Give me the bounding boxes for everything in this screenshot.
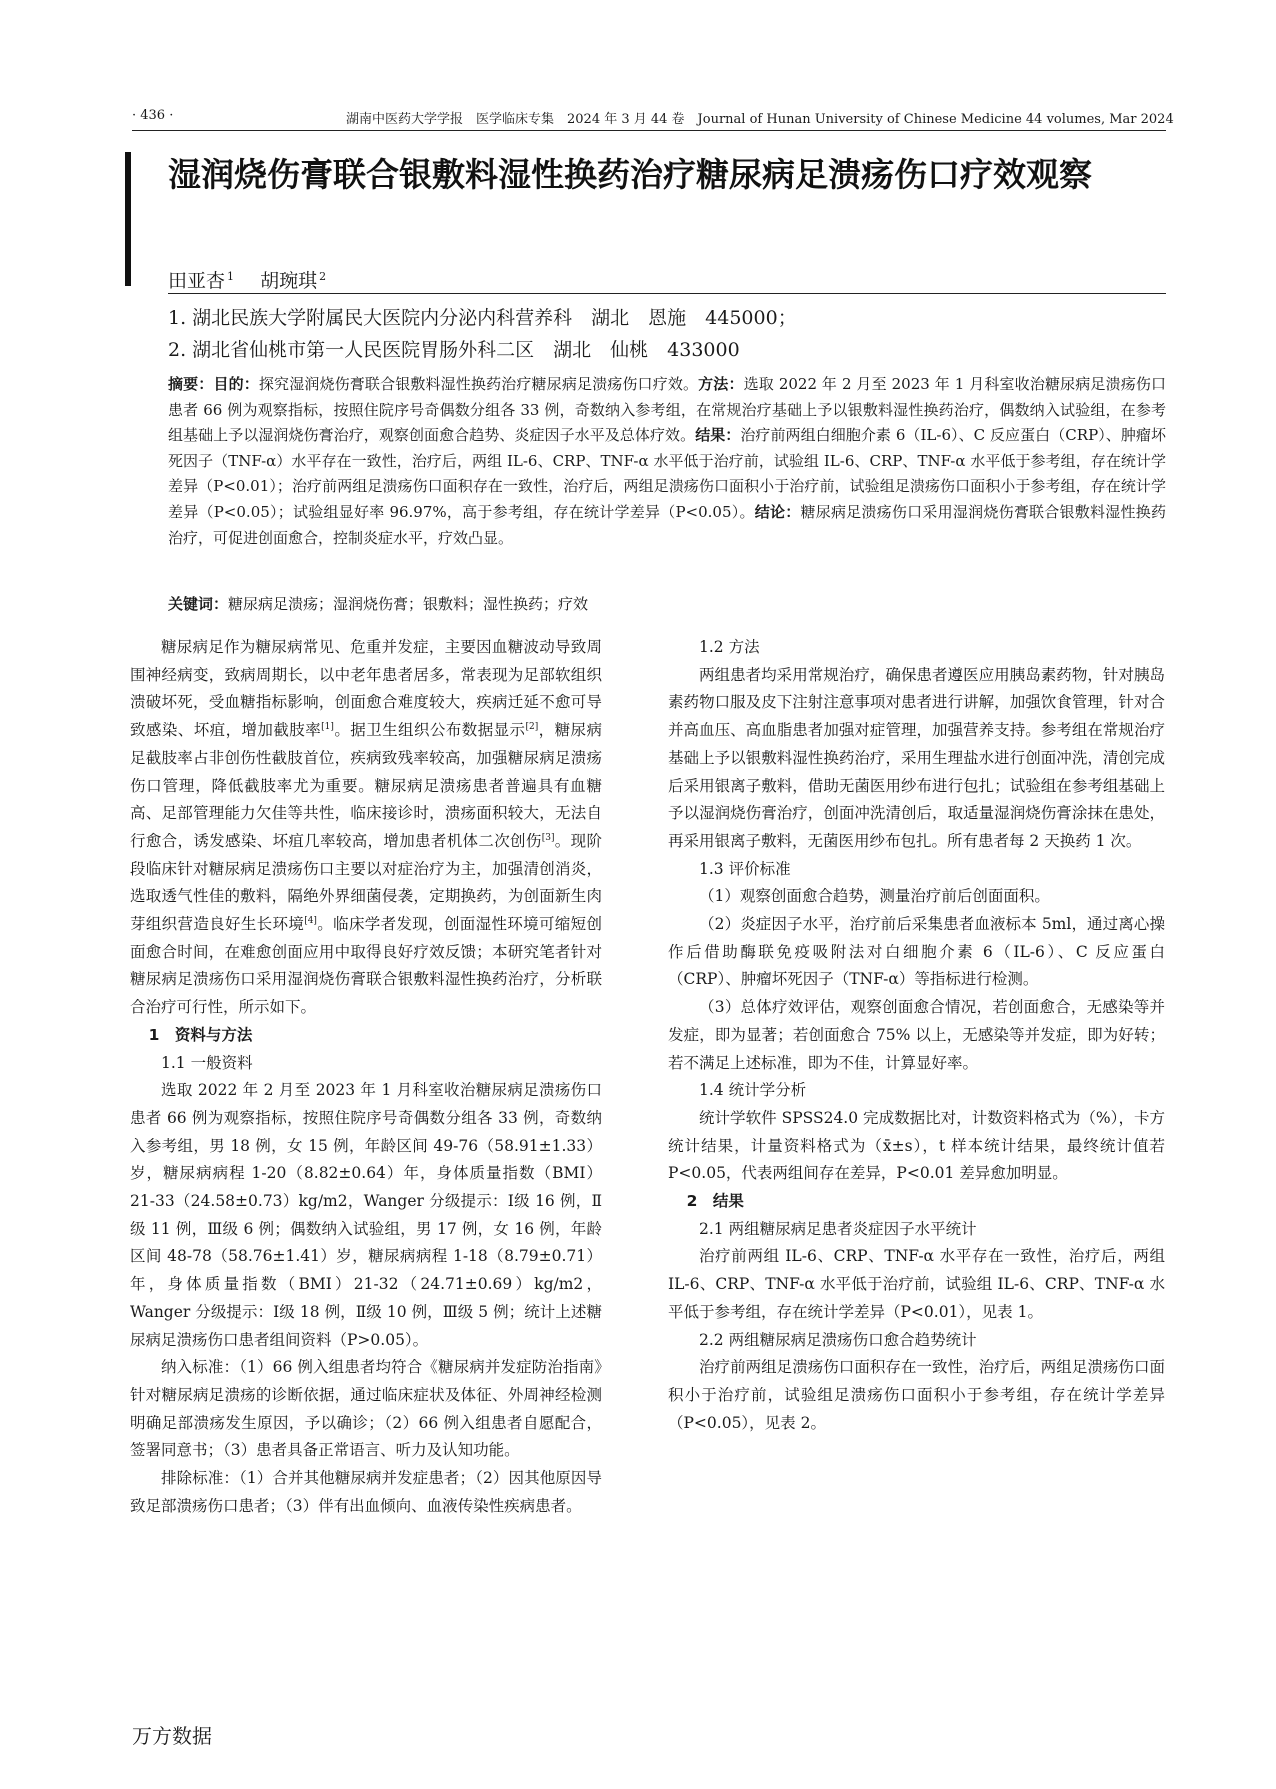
article-title: 湿润烧伤膏联合银敷料湿性换药治疗糖尿病足溃疡伤口疗效观察 — [168, 155, 1092, 194]
author-name: 田亚杏 — [168, 270, 226, 292]
objective-text: 探究湿润烧伤膏联合银敷料湿性换药治疗糖尿病足溃疡伤口疗效。 — [258, 375, 699, 393]
keywords — [168, 592, 1166, 616]
author-mark: 1 — [227, 269, 235, 283]
affiliation: 2. 湖北省仙桃市第一人民医院胃肠外科二区 湖北 仙桃 433000 — [168, 339, 740, 361]
citation-ref[interactable]: [1] — [321, 721, 334, 732]
subsection-heading: 2.2 两组糖尿病足溃疡伤口愈合趋势统计 — [699, 1330, 977, 1349]
eval-paragraph: （3）总体疗效评估，观察创面愈合情况，若创面愈合，无感染等并发症，即为显著；若创面愈合 75% 以上，无感染等并发症，即为好转；若不满足上述标准，即为不佳，计算显好率。 — [668, 998, 1165, 1072]
left-column — [130, 634, 602, 1521]
result-paragraph: 治疗前两组足溃疡伤口面积存在一致性，治疗后，两组足溃疡伤口面积小于治疗前，试验组足溃疡伤口面积小于参考组，存在统计学差异（P<0.05），见表 2。 — [668, 1358, 1165, 1432]
section-heading: 1 资料与方法 — [148, 1025, 253, 1044]
result-paragraph: 治疗前两组 IL-6、CRP、TNF-α 水平存在一致性，治疗后，两组 IL-6、CRP、TNF-α 水平低于治疗前，试验组 IL-6、CRP、TNF-α 水平低于参考组，存在统计学差异（P<0.01），见表 1。 — [668, 1247, 1165, 1321]
intro-text: 糖尿病足作为糖尿病常见、危重并发症，主要因血糖波动导致周围神经病变，致病周期长，以中老年患者居多，常表现为足部软组织溃破坏死，受血糖指标影响，创面愈合难度较大，疾病迁延不愈可导致感染、坏疽，增加截肢率 — [130, 638, 602, 740]
author-list — [168, 266, 326, 293]
citation-ref[interactable]: [4] — [304, 915, 317, 926]
exclusion-paragraph: 排除标准：（1）合并其他糖尿病并发症患者；（2）因其他原因导致足部溃疡伤口患者；（3）伴有出血倾向、血液传染性疾病患者。 — [130, 1469, 602, 1515]
inclusion-paragraph: 纳入标准：（1）66 例入组患者均符合《糖尿病并发症防治指南》针对糖尿病足溃疡的诊断依据，通过临床症状及体征、外周神经检测明确足部溃疡发生原因，予以确诊；（2）66 例入组患者自愿配合，签署同意书；（3）患者具备正常语言、听力及认知功能。 — [130, 1358, 602, 1460]
intro-paragraph — [130, 634, 602, 1022]
journal-header: 湖南中医药大学学报 医学临床专集 2024 年 3 月 44 卷 Journal of Hunan University of Chinese Medicine 44 volumes, Mar 2024 — [346, 112, 1174, 127]
eval-paragraph: （2）炎症因子水平，治疗前后采集患者血液标本 5ml，通过离心操作后借助酶联免疫吸附法对白细胞介素 6（IL-6）、C 反应蛋白（CRP）、肿瘤坏死因子（TNF-α）等指标进行检测。 — [668, 915, 1165, 989]
keywords-label: 关键词： — [168, 595, 229, 613]
objective-label: 目的： — [213, 375, 259, 393]
watermark-text: 万方数据 — [132, 1724, 212, 1748]
conclusion-text: 糖尿病足溃疡伤口采用湿润烧伤膏联合银敷料湿性换药治疗，可促进创面愈合，控制炎症水平，疗效凸显。 — [168, 502, 1166, 547]
abstract-label: 摘要： — [168, 375, 214, 393]
section-heading: 2 结果 — [686, 1192, 744, 1211]
subsection-heading: 1.4 统计学分析 — [699, 1081, 807, 1100]
subsection-heading: 2.1 两组糖尿病足患者炎症因子水平统计 — [699, 1219, 977, 1238]
author-mark: 2 — [319, 269, 327, 283]
intro-text: 。临床学者发现，创面湿性环境可缩短创面愈合时间，在难愈创面应用中取得良好疗效反馈；本研究笔者针对糖尿病足溃疡伤口采用湿润烧伤膏联合银敷料湿性换药治疗，分析联合治疗可行性，所示如下。 — [130, 915, 602, 1017]
intro-text: 。据卫生组织公布数据显示 — [333, 721, 526, 740]
right-column — [668, 634, 1165, 1437]
results-label: 结果： — [695, 426, 741, 445]
general-data-paragraph: 选取 2022 年 2 月至 2023 年 1 月科室收治糖尿病足溃疡伤口患者 66 例为观察指标，按照住院序号奇偶数分组各 33 例，奇数纳入参考组，男 18 例，女 15 例，年龄区间 49-76（58.91±1.33）岁，糖尿病病程 1-20（8.82±0.64）年，身体质量指数（BMI）21-33（24.58±0.73）kg/m2，Wanger 分级提示：Ⅰ级 16 例，Ⅱ级 11 例，Ⅲ级 6 例；偶数纳入试验组，男 17 例，女 16 例，年龄区间 48-78（58.76±1.41）岁，糖尿病病程 1-18（8.79±0.71）年，身体质量指数（BMI）21-32（24.71±0.69）kg/m2，Wanger 分级提示：Ⅰ级 18 例，Ⅱ级 10 例，Ⅲ级 5 例；统计上述糖尿病足溃疡伤口患者组间资料（P>0.05）。 — [130, 1081, 602, 1349]
page-number: · 436 · — [132, 108, 174, 123]
intro-text: ，糖尿病足截肢率占非创伤性截肢首位，疾病致残率较高，加强糖尿病足溃疡伤口管理，降低截肢率尤为重要。糖尿病足溃疡患者普遍具有血糖高、足部管理能力欠佳等共性，临床接诊时，溃疡面积较大，无法自行愈合，诱发感染、坏疽几率较高，增加患者机体二次创伤 — [130, 721, 602, 850]
subsection-heading: 1.2 方法 — [699, 638, 760, 656]
results-text: 治疗前两组白细胞介素 6（IL-6）、C 反应蛋白（CRP）、肿瘤坏死因子（TNF-α）水平存在一致性，治疗后，两组 IL-6、CRP、TNF-α 水平低于治疗前，试验组 IL-6、CRP、TNF-α 水平低于参考组，存在统计学差异（P<0.01）；治疗前两组足溃疡伤口面积存在一致性，治疗后，两组足溃疡伤口面积小于治疗前，试验组足溃疡伤口面积小于参考组，存在统计学差异（P<0.05）；试验组显好率 96.97%，高于参考组，存在统计学差异（P<0.05）。 — [168, 426, 1166, 521]
methods-label: 方法： — [698, 375, 744, 393]
keywords-text: 糖尿病足溃疡；湿润烧伤膏；银敷料；湿性换药；疗效 — [228, 595, 589, 613]
citation-ref[interactable]: [3] — [541, 832, 555, 843]
conclusion-label: 结论： — [754, 502, 801, 521]
citation-ref[interactable]: [2] — [525, 721, 539, 732]
author-rule — [168, 293, 1166, 294]
subsection-heading: 1.1 一般资料 — [161, 1053, 253, 1072]
methods-text: 选取 2022 年 2 月至 2023 年 1 月科室收治糖尿病足溃疡伤口患者 66 例为观察指标，按照住院序号奇偶数分组各 33 例，奇数纳入参考组，在常规治疗基础上予以银敷料湿性换药治疗，偶数纳入试验组，在参考组基础上予以湿润烧伤膏治疗，观察创面愈合趋势、炎症因子水平及总体疗效。 — [168, 375, 1166, 445]
affiliation: 1. 湖北民族大学附属民大医院内分泌内科营养科 湖北 恩施 445000； — [168, 307, 797, 329]
abstract — [168, 372, 1166, 551]
header-rule — [132, 130, 1166, 131]
method-paragraph: 两组患者均采用常规治疗，确保患者遵医应用胰岛素药物，针对胰岛素药物口服及皮下注射注意事项对患者进行讲解，加强饮食管理，针对合并高血压、高血脂患者加强对症管理，加强营养支持。参考组在常规治疗基础上予以银敷料湿性换药治疗，采用生理盐水进行创面冲洗，清创完成后采用银离子敷料，借助无菌医用纱布进行包扎；试验组在参考组基础上予以湿润烧伤膏治疗，创面冲洗清创后，取适量湿润烧伤膏涂抹在患处，再采用银离子敷料，无菌医用纱布包扎。所有患者每 2 天换药 1 次。 — [668, 665, 1165, 850]
affiliations — [168, 302, 797, 366]
title-bar — [125, 152, 131, 286]
author-name: 胡琬琪 — [260, 270, 318, 292]
intro-text: 。现阶段临床针对糖尿病足溃疡伤口主要以对症治疗为主，加强清创消炎，选取透气性佳的敷料，隔绝外界细菌侵袭，定期换药，为创面新生肉芽组织营造良好生长环境 — [130, 831, 602, 934]
eval-paragraph: （1）观察创面愈合趋势，测量治疗前后创面面积。 — [699, 887, 1050, 906]
stat-paragraph: 统计学软件 SPSS24.0 完成数据比对，计数资料格式为（%），卡方统计结果，计量资料格式为（x̄±s），t 样本统计结果，最终统计值若 P<0.05，代表两组间存在差异，P<0.01 差异愈加明显。 — [668, 1108, 1165, 1183]
subsection-heading: 1.3 评价标准 — [699, 859, 791, 878]
